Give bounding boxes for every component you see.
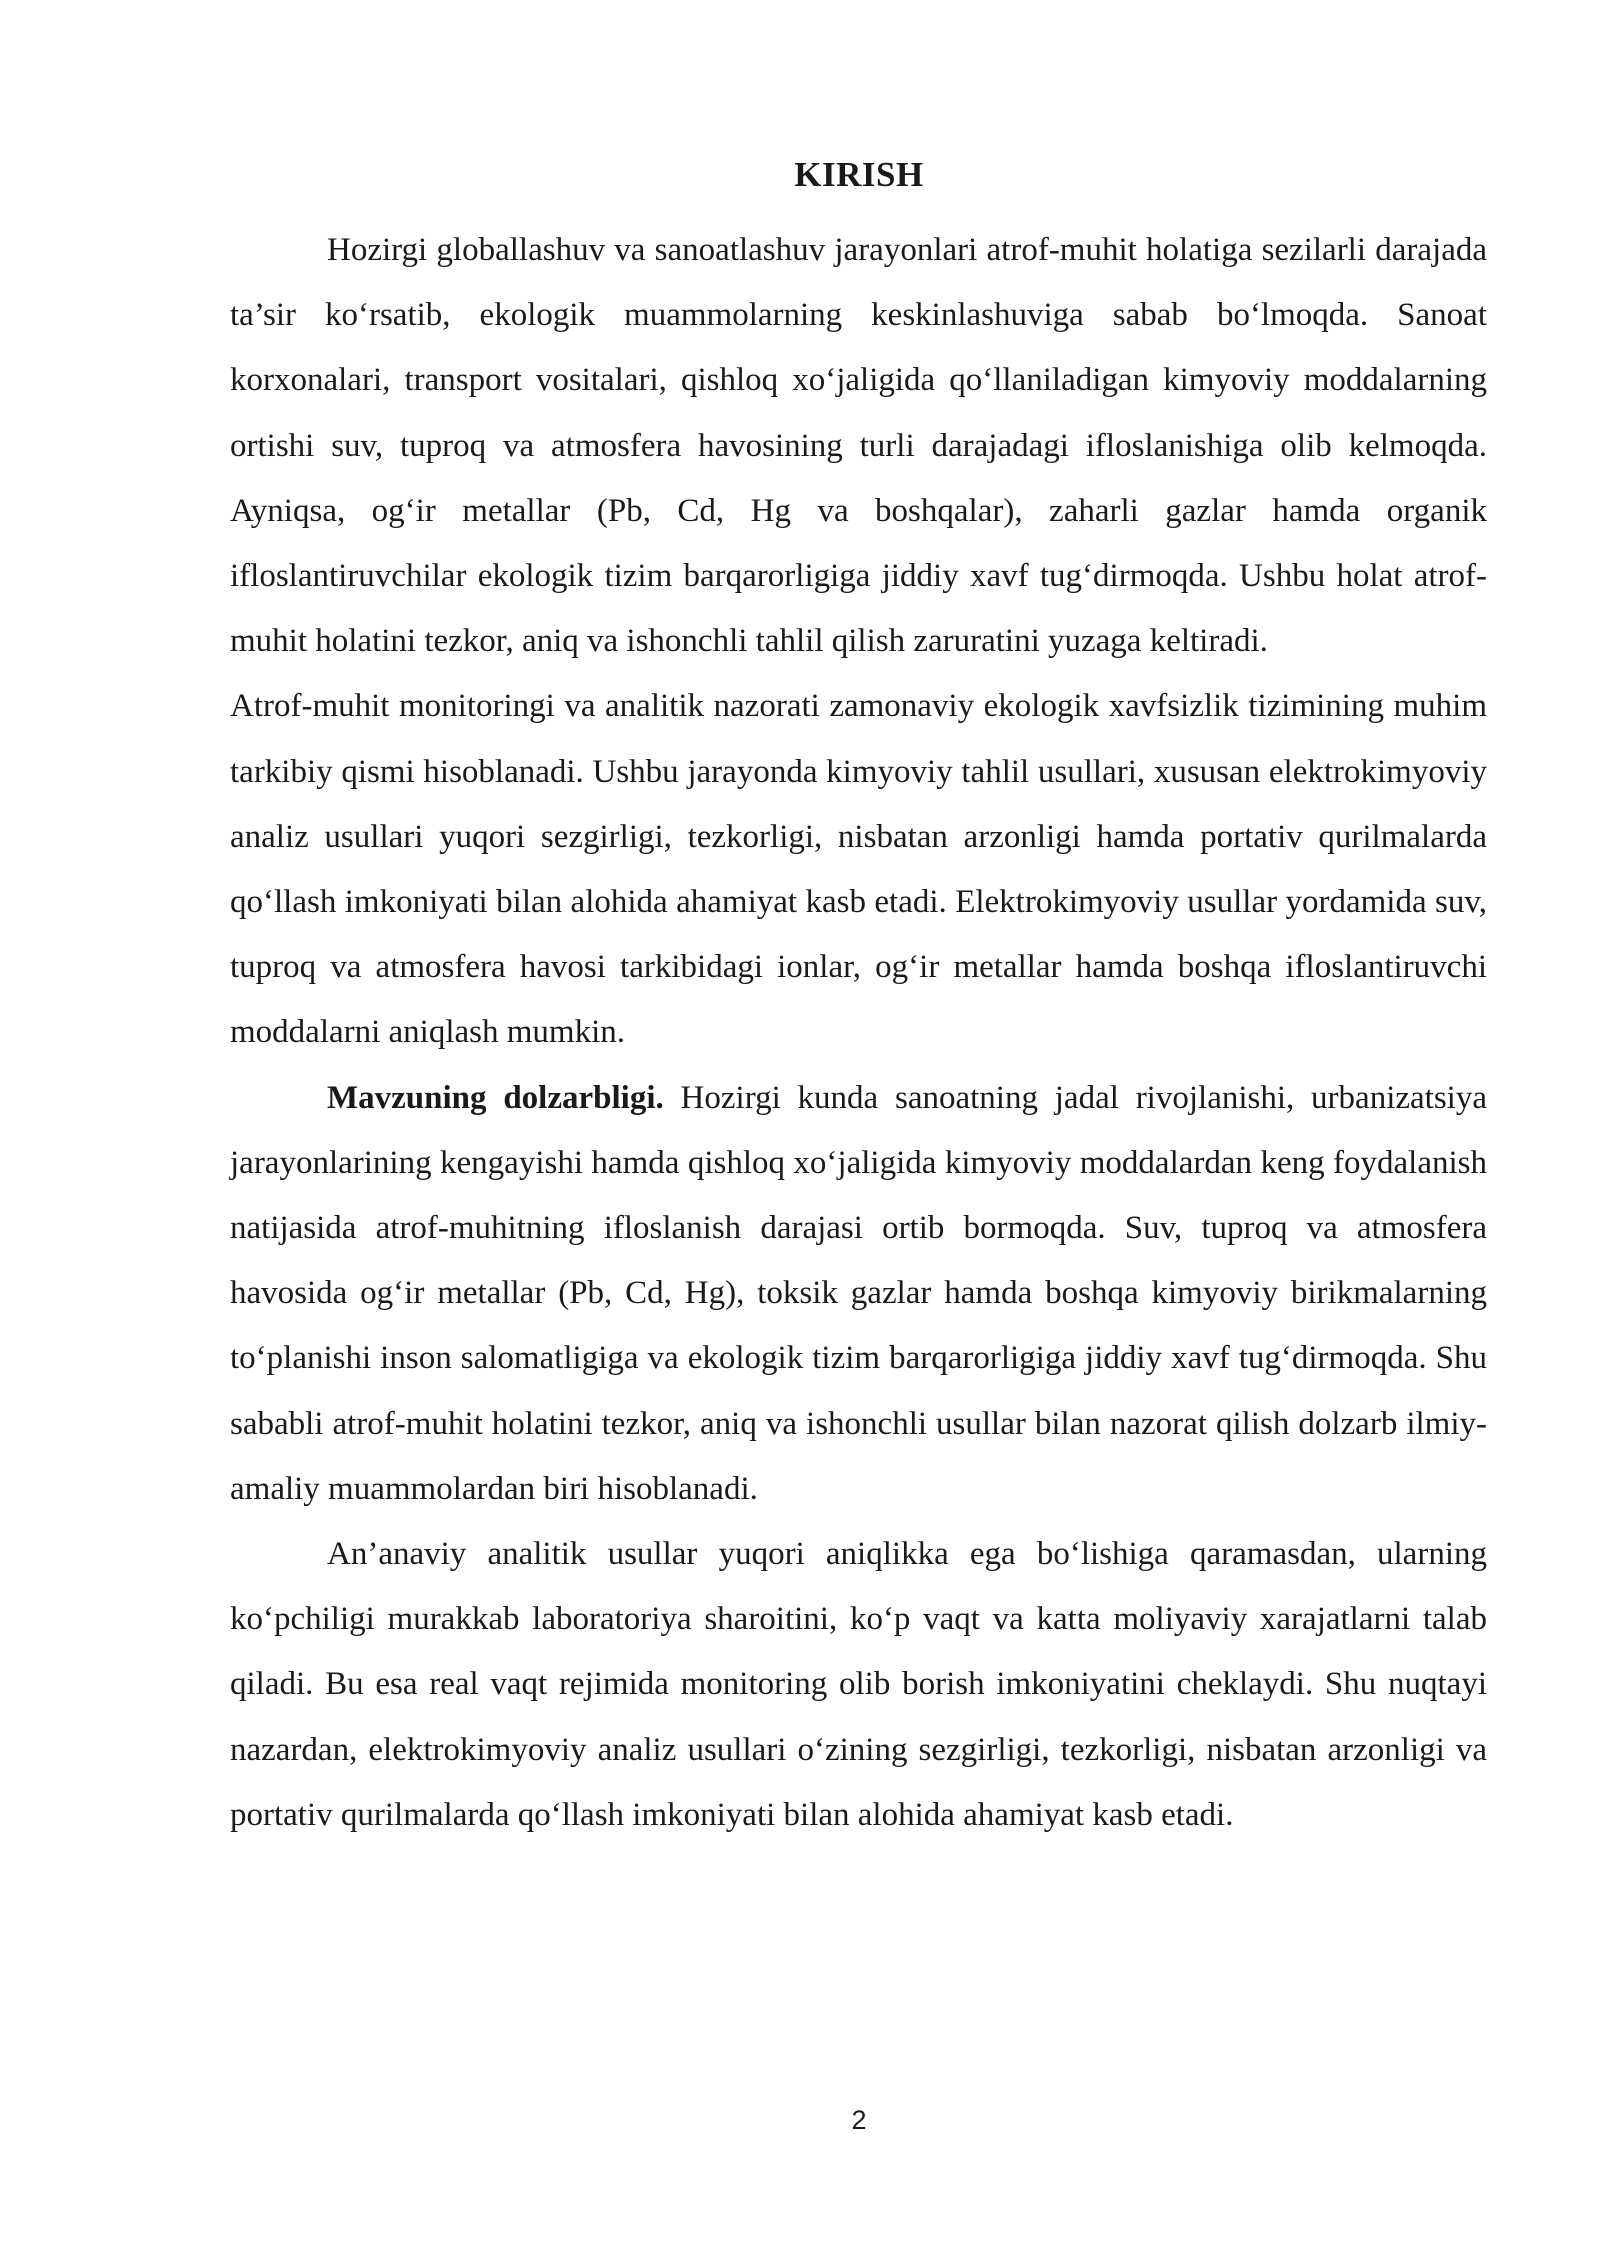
paragraph-intro: Hozirgi globallashuv va sanoatlashuv jarayonlari atrof-muhit holatiga sezilarli darajada ta’sir ko‘rsatib, ekologik muammolarning keskinlashuviga sabab bo‘lmoqda. Sanoat korxonalari, transport vositalari, qishloq xo‘jaligida qo‘llaniladigan kimyoviy moddalarning ortishi suv, tuproq va atmosfera havosining turli darajadagi ifloslanishiga olib kelmoqda. Ayniqsa, og‘ir metallar (Pb, Cd, Hg va boshqalar), zaharli gazlar hamda organik ifloslantiruvchilar ekologik tizim barqarorligiga jiddiy xavf tug‘dirmoqda. Ushbu holat atrof-muhit holatini tezkor, aniq va ishonchli tahlil qilish zaruratini yuzaga keltiradi.: [230, 232, 1487, 660]
relevance-lead: Mavzuning dolzarbligi.: [327, 1079, 664, 1116]
paragraph-monitoring: Atrof-muhit monitoringi va analitik nazorati zamonaviy ekologik xavfsizlik tizimining muhim tarkibiy qismi hisoblanadi. Ushbu jarayonda kimyoviy tahlil usullari, xususan elektrokimyoviy analiz usullari yuqori sezgirligi, tezkorligi, nisbatan arzonligi hamda portativ qurilmalarda qo‘llash imkoniyati bilan alohida ahamiyat kasb etadi. Elektrokimyoviy usullar yordamida suv, tuproq va atmosfera havosi tarkibidagi ionlar, og‘ir metallar hamda boshqa ifloslantiruvchi moddalarni aniqlash mumkin.: [230, 688, 1487, 1051]
relevance-text: Hozirgi kunda sanoatning jadal rivojlanishi, urbanizatsiya jarayonlarining kengayishi hamda qishloq xo‘jaligida kimyoviy moddalardan keng foydalanish natijasida atrof-muhitning ifloslanish darajasi ortib bormoqda. Suv, tuproq va atmosfera havosida og‘ir metallar (Pb, Cd, Hg), toksik gazlar hamda boshqa kimyoviy birikmalarning to‘planishi inson salomatligiga va ekologik tizim barqarorligiga jiddiy xavf tug‘dirmoqda. Shu sababli atrof-muhit holatini tezkor, aniq va ishonchli usullar bilan nazorat qilish dolzarb ilmiy-amaliy muammolardan biri hisoblanadi.: [230, 1079, 1487, 1507]
paragraph-relevance: [230, 1066, 1487, 1522]
section-title: KIRISH: [794, 155, 924, 194]
body-text: [230, 218, 1487, 1848]
paragraph-traditional-methods: An’anaviy analitik usullar yuqori aniqlikka ega bo‘lishiga qaramasdan, ularning ko‘pchiligi murakkab laboratoriya sharoitini, ko‘p vaqt va katta moliyaviy xarajatlarni talab qiladi. Bu esa real vaqt rejimida monitoring olib borish imkoniyatini cheklaydi. Shu nuqtayi nazardan, elektrokimyoviy analiz usullari o‘zining sezgirligi, tezkorligi, nisbatan arzonligi va portativ qurilmalarda qo‘llash imkoniyati bilan alohida ahamiyat kasb etadi.: [230, 1536, 1487, 1833]
page-number: 2: [851, 2105, 867, 2135]
